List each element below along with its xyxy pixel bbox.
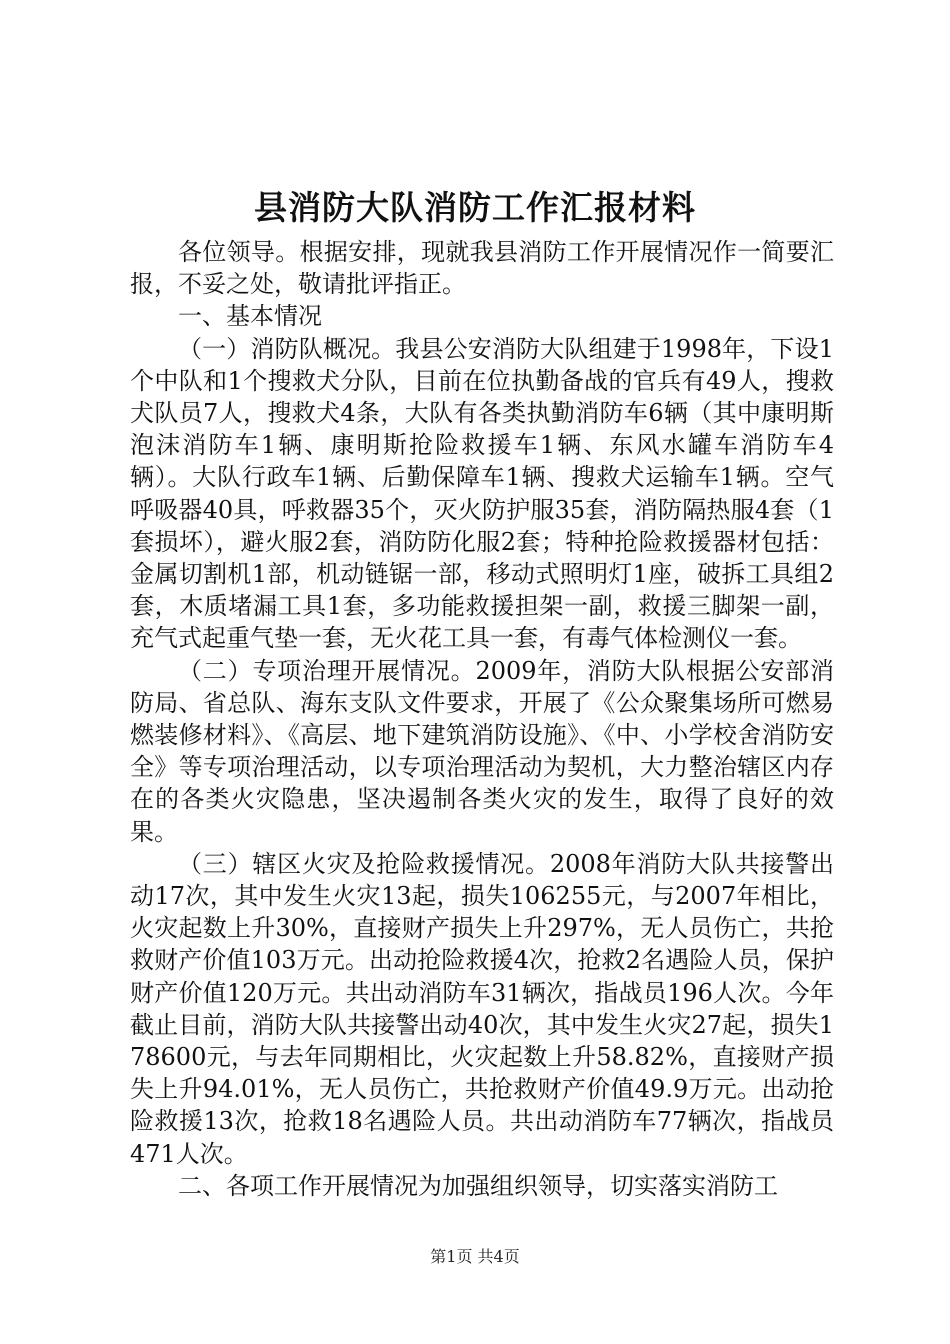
document-title: 县消防大队消防工作汇报材料 — [254, 188, 696, 227]
paragraph-work-progress: 二、各项工作开展情况为加强组织领导，切实落实消防工 — [178, 1171, 778, 1200]
page-number-footer: 第1页 共4页 — [430, 1247, 520, 1266]
paragraph-greeting: 各位领导。根据安排，现就我县消防工作开展情况作一简要汇报，不妥之处，敬请批评指正。 — [130, 238, 834, 299]
paragraph-fire-and-rescue-stats: （三）辖区火灾及抢险救援情况。2008年消防大队共接警出动17次，其中发生火灾13起，损失106255元，与2007年相比，火灾起数上升30%，直接财产损失上升297%，无人员伤亡，共抢救财产价值103万元。出动抢险救援4次，抢救2名遇险人员，保护财产价值120万元。共出动消防车31辆次，指战员196人次。今年截止目前，消防大队共接警出动40次，其中发生火灾27起，损失178600元，与去年同期相比，火灾起数上升58.82%，直接财产损失上升94.01%，无人员伤亡，共抢救财产价值49.9万元。出动抢险救援13次，抢救18名遇险人员。共出动消防车77辆次，指战员471人次。 — [130, 849, 834, 1168]
document-body — [130, 236, 834, 1202]
paragraph-special-governance: （二）专项治理开展情况。2009年，消防大队根据公安部消防局、省总队、海东支队文件要求，开展了《公众聚集场所可燃易燃装修材料》、《高层、地下建筑消防设施》、《中、小学校舍消防安全》等专项治理活动，以专项治理活动为契机，大力整治辖区内存在的各类火灾隐患，坚决遏制各类火灾的发生，取得了良好的效果。 — [130, 656, 834, 846]
paragraph-fire-brigade-overview: （一）消防队概况。我县公安消防大队组建于1998年，下设1个中队和1个搜救犬分队，目前在位执勤备战的官兵有49人，搜救犬队员7人，搜救犬4条，大队有各类执勤消防车6辆（其中康明斯泡沫消防车1辆、康明斯抢险救援车1辆、东风水罐车消防车4辆）。大队行政车1辆、后勤保障车1辆、搜救犬运输车1辆。空气呼吸器40具，呼救器35个，灭火防护服35套，消防隔热服4套（1套损坏），避火服2套，消防防化服2套；特种抢险救援器材包括：金属切割机1部，机动链锯一部，移动式照明灯1座，破拆工具组2套，木质堵漏工具1套，多功能救援担架一副，救援三脚架一副，充气式起重气垫一套，无火花工具一套，有毒气体检测仪一套。 — [130, 334, 834, 653]
section-heading-basic-situation: 一、基本情况 — [178, 302, 322, 331]
